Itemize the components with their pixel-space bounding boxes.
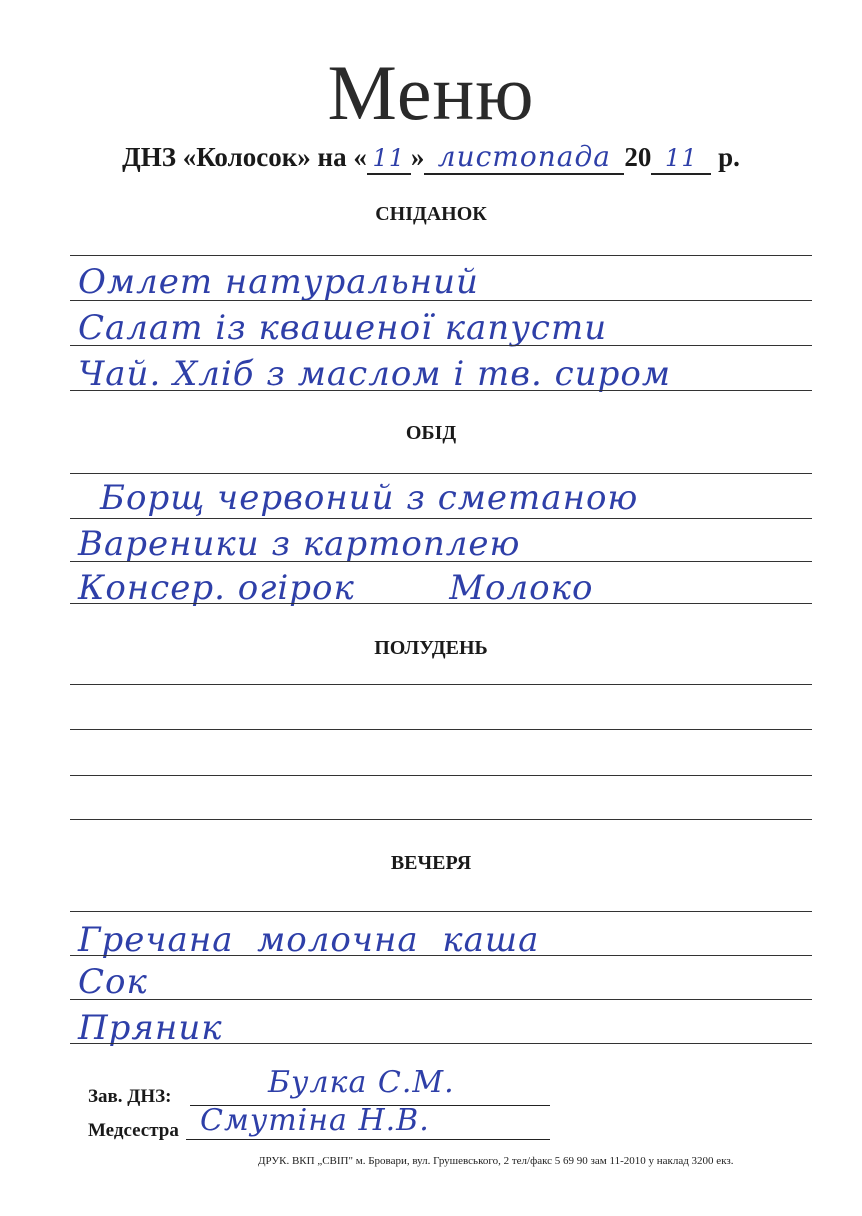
nurse-signature-line — [186, 1139, 550, 1140]
breakfast-line-2: Салат із квашеної капусти — [78, 308, 608, 348]
day-value: 11 — [372, 144, 406, 172]
rule — [70, 955, 812, 956]
menu-header — [0, 140, 862, 175]
rule — [70, 819, 812, 820]
breakfast-line-1: Омлет натуральний — [78, 262, 479, 302]
page-title: Меню — [327, 49, 535, 136]
nurse-label: Медсестра — [88, 1120, 179, 1141]
dinner-line-1: Гречана молочна каша — [78, 920, 540, 960]
head-signature: Булка С.М. — [268, 1065, 455, 1100]
rule — [70, 684, 812, 685]
lunch-line-3: Консер. огірок Молоко — [78, 568, 594, 608]
dinner-title: ВЕЧЕРЯ — [390, 852, 472, 874]
breakfast-title: СНІДАНОК — [375, 203, 487, 225]
rule — [70, 518, 812, 519]
year-prefix: 20 — [624, 142, 652, 172]
year-field — [651, 142, 711, 175]
rule — [70, 255, 812, 256]
rule — [70, 300, 812, 301]
year-value: 11 — [665, 144, 698, 172]
rule — [70, 1043, 812, 1044]
dinner-line-3: Пряник — [78, 1008, 223, 1048]
lunch-line-1: Борщ червоний з сметаною — [100, 478, 639, 518]
rule — [70, 390, 812, 391]
day-field — [367, 142, 411, 175]
header-prefix: ДНЗ «Колосок» на « — [122, 142, 367, 172]
rule — [70, 473, 812, 474]
rule — [70, 561, 812, 562]
printer-footer: ДРУК. ВКП „СВІП" м. Бровари, вул. Грушевського, 2 тел/факс 5 69 90 зам 11-2010 у наклад 3200 екз. — [258, 1155, 734, 1167]
snack-title: ПОЛУДЕНЬ — [374, 637, 488, 659]
rule — [70, 911, 812, 912]
rule — [70, 603, 812, 604]
header-mid: » — [410, 142, 425, 172]
rule — [70, 775, 812, 776]
head-label: Зав. ДНЗ: — [88, 1086, 172, 1107]
rule — [70, 345, 812, 346]
month-value: листопада — [437, 140, 611, 173]
rule — [70, 999, 812, 1000]
month-field — [424, 140, 624, 175]
nurse-signature: Смутіна Н.В. — [200, 1103, 430, 1138]
breakfast-line-3: Чай. Хліб з маслом і тв. сиром — [78, 354, 672, 394]
dinner-line-2: Сок — [78, 962, 148, 1002]
lunch-title: ОБІД — [405, 422, 457, 444]
rule — [70, 729, 812, 730]
lunch-line-2: Вареники з картоплею — [78, 524, 521, 564]
header-suffix: р. — [718, 142, 740, 172]
